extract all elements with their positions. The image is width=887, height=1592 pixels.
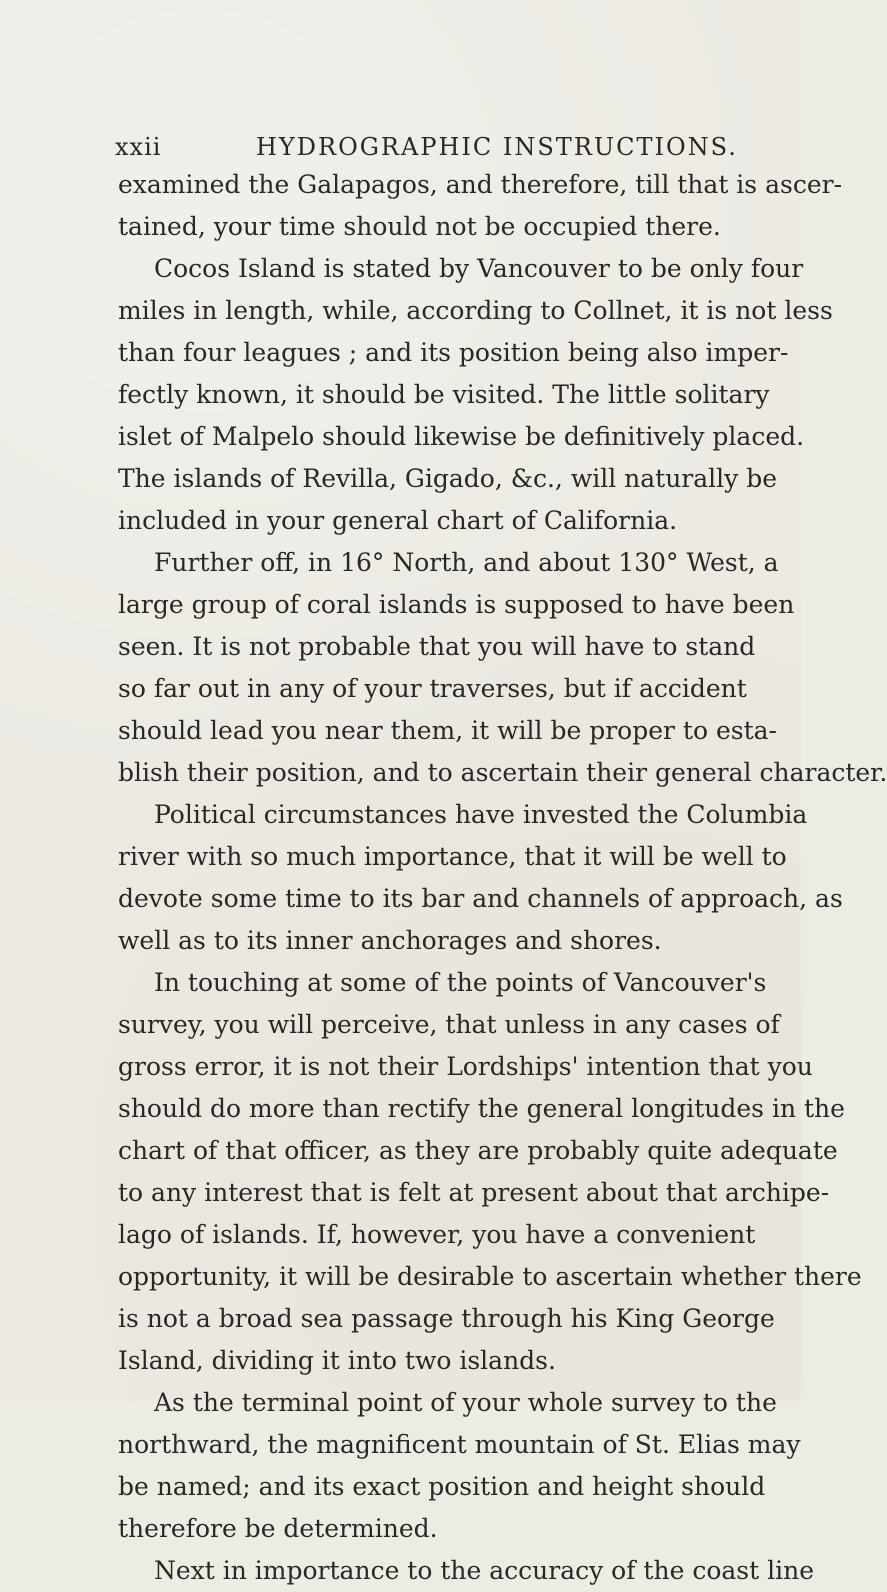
text-line: lago of islands. If, however, you have a convenient bbox=[118, 1220, 756, 1249]
text-line: is not a broad sea passage through his King George bbox=[118, 1304, 775, 1333]
text-line: river with so much importance, that it will be well to bbox=[118, 842, 787, 871]
text-line: large group of coral islands is supposed to have been bbox=[118, 590, 795, 619]
paragraph-first-line: Next in importance to the accuracy of the coast line bbox=[154, 1556, 814, 1585]
paragraph-first-line: Political circumstances have invested the Columbia bbox=[154, 800, 808, 829]
text-line: survey, you will perceive, that unless in any cases of bbox=[118, 1010, 780, 1039]
page-number: xxii bbox=[115, 133, 162, 161]
paragraph-first-line: Cocos Island is stated by Vancouver to be only four bbox=[154, 254, 804, 283]
paragraph-first-line: Further off, in 16° North, and about 130° West, a bbox=[154, 548, 779, 577]
text-line: gross error, it is not their Lordships' intention that you bbox=[118, 1052, 813, 1081]
text-line: should lead you near them, it will be proper to esta- bbox=[118, 716, 777, 745]
text-line: fectly known, it should be visited. The little solitary bbox=[118, 380, 770, 409]
text-line: well as to its inner anchorages and shores. bbox=[118, 926, 662, 955]
text-line: seen. It is not probable that you will have to stand bbox=[118, 632, 756, 661]
paragraph-first-line: In touching at some of the points of Vancouver's bbox=[154, 968, 767, 997]
text-line: should do more than rectify the general longitudes in the bbox=[118, 1094, 845, 1123]
text-line: opportunity, it will be desirable to ascertain whether there bbox=[118, 1262, 862, 1291]
text-line: so far out in any of your traverses, but if accident bbox=[118, 674, 747, 703]
text-line: blish their position, and to ascertain their general character. bbox=[118, 758, 887, 787]
text-line: islet of Malpelo should likewise be definitively placed. bbox=[118, 422, 805, 451]
body-text bbox=[118, 164, 887, 1592]
text-line: tained, your time should not be occupied there. bbox=[118, 212, 721, 241]
text-line: Island, dividing it into two islands. bbox=[118, 1346, 556, 1375]
text-line: miles in length, while, according to Collnet, it is not less bbox=[118, 296, 833, 325]
text-line: be named; and its exact position and height should bbox=[118, 1472, 766, 1501]
paragraph-first-line: As the terminal point of your whole survey to the bbox=[154, 1388, 777, 1417]
running-head bbox=[115, 133, 775, 163]
text-line: than four leagues ; and its position being also imper- bbox=[118, 338, 789, 367]
running-title: HYDROGRAPHIC INSTRUCTIONS. bbox=[256, 133, 738, 161]
text-line: therefore be determined. bbox=[118, 1514, 438, 1543]
text-line: to any interest that is felt at present about that archipe- bbox=[118, 1178, 830, 1207]
text-line: devote some time to its bar and channels of approach, as bbox=[118, 884, 843, 913]
text-line: northward, the magnificent mountain of St. Elias may bbox=[118, 1430, 801, 1459]
text-line: chart of that officer, as they are probably quite adequate bbox=[118, 1136, 838, 1165]
text-line: included in your general chart of California. bbox=[118, 506, 678, 535]
text-line: examined the Galapagos, and therefore, till that is ascer- bbox=[118, 170, 843, 199]
text-line: The islands of Revilla, Gigado, &c., will naturally be bbox=[118, 464, 778, 493]
